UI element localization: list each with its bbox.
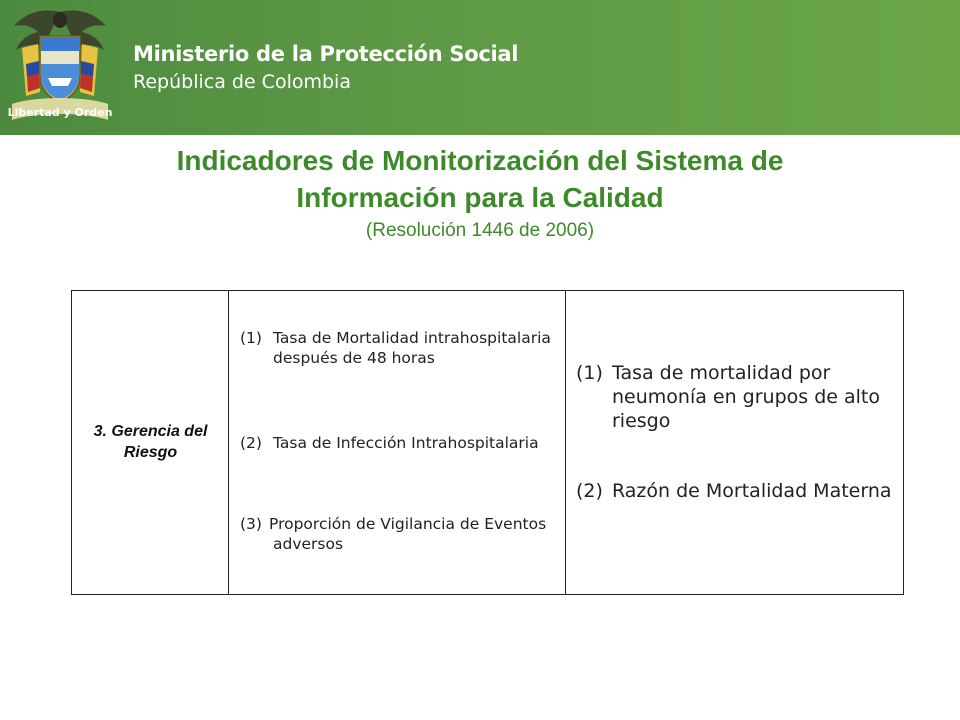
page-title-line-2: Información para la Calidad (296, 182, 664, 213)
ambulatory-indicators-column (566, 291, 903, 594)
list-item (576, 361, 896, 439)
header-banner (0, 0, 960, 135)
list-item (576, 479, 896, 529)
item-number: (2) (240, 434, 262, 452)
list-item (240, 514, 560, 556)
item-text: Tasa de Mortalidad intrahospitalaria después de 48 horas (273, 329, 551, 367)
item-text: Tasa de Infección Intrahospitalaria (273, 434, 539, 452)
category-column (72, 291, 229, 594)
list-item (240, 328, 560, 390)
item-text: Proporción de Vigilancia de Eventos adversos (269, 515, 547, 553)
item-number: (1) (576, 362, 603, 384)
motto-text: Libertad y Orden (7, 106, 113, 119)
hospital-indicators-column (229, 291, 566, 594)
page-subtitle: (Resolución 1446 de 2006) (365, 220, 595, 241)
ministry-name: Ministerio de la Protección Social (133, 42, 519, 66)
coat-of-arms-icon (4, 4, 116, 132)
page-title-line-1: Indicadores de Monitorización del Sistema de (176, 145, 784, 176)
item-number: (2) (576, 480, 603, 502)
list-item (240, 433, 560, 475)
category-label: 3. Gerencia del Riesgo (93, 423, 208, 461)
republic-name: República de Colombia (133, 71, 351, 93)
indicators-table (71, 290, 904, 595)
item-text: Razón de Mortalidad Materna (612, 480, 892, 502)
item-number: (3) (240, 515, 262, 533)
item-text: Tasa de mortalidad por neumonía en grupos de alto riesgo (612, 362, 881, 432)
item-number: (1) (240, 329, 262, 347)
